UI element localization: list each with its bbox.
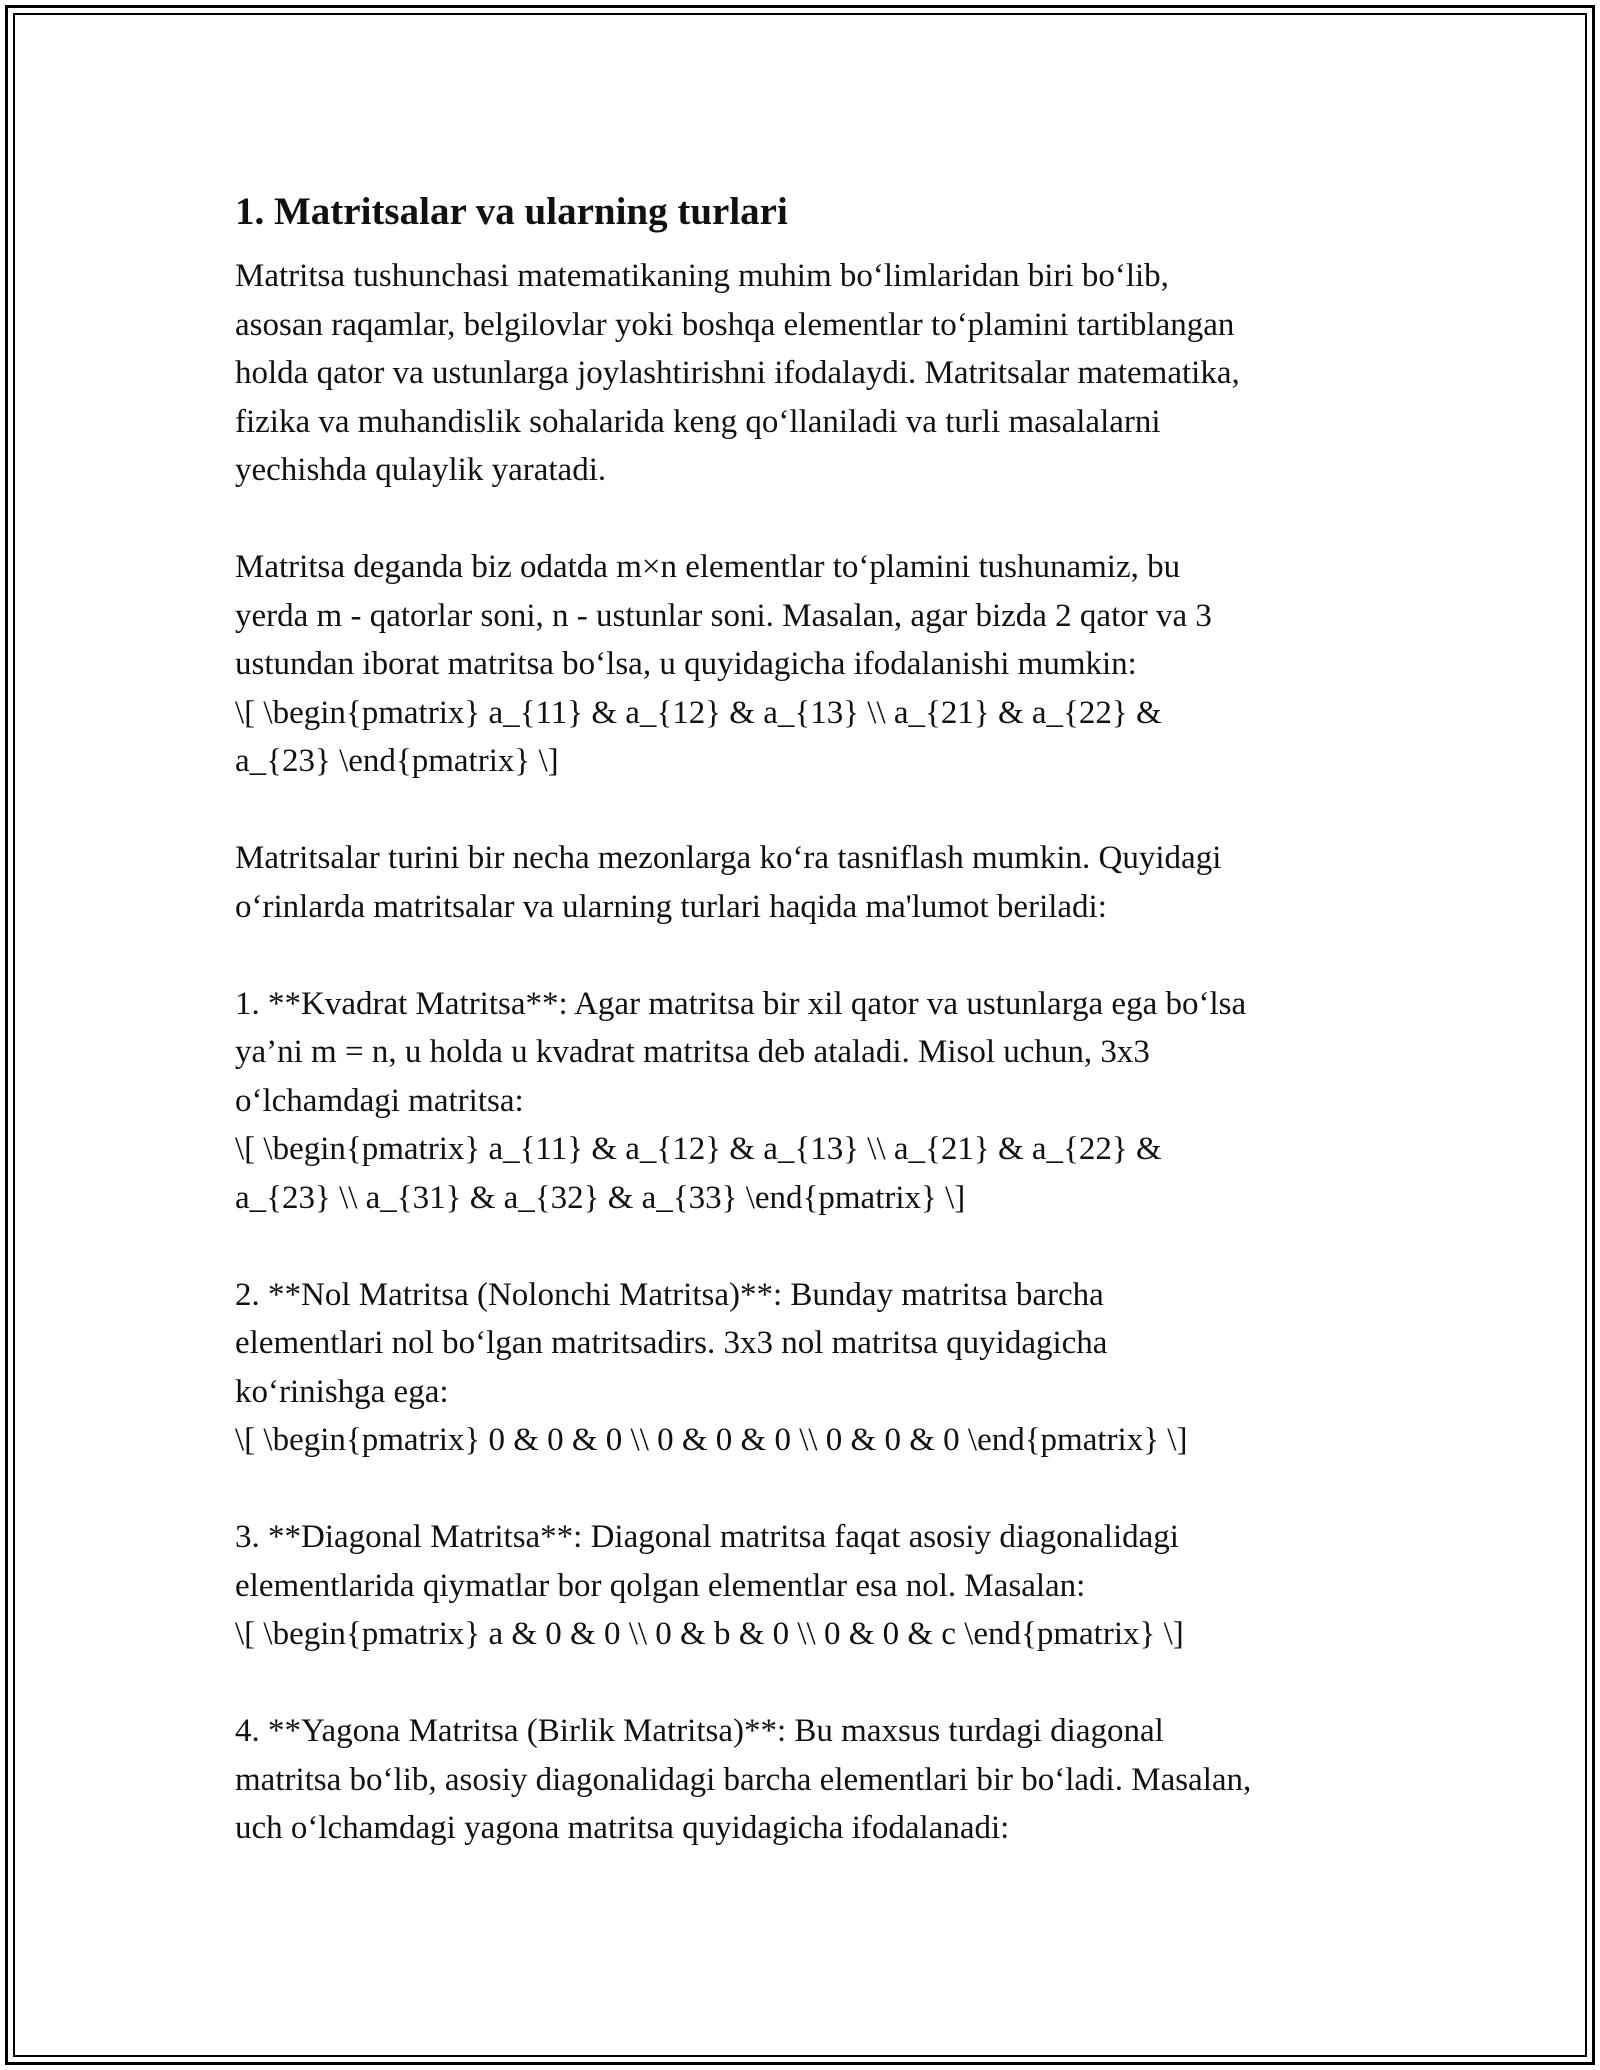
paragraph-intro: Matritsa tushunchasi matematikaning muhim bo‘limlaridan biri bo‘lib, asosan raqamlar, belgilovlar yoki boshqa elementlar to‘plamini tartiblangan holda qator va ustunlarga joylashtirishni ifodalaydi. Matritsalar matematika, fizika va muhandislik sohalarida keng qo‘llaniladi va turli masalalarni yechishda qulaylik yaratadi. (235, 258, 1240, 488)
paragraph-identity-matrix: 4. **Yagona Matritsa (Birlik Matritsa)**: Bu maxsus turdagi diagonal matritsa bo‘lib, asosiy diagonalidagi barcha elementlari bir bo‘ladi. Masalan, uch o‘lchamdagi yagona matritsa quyidagicha ifodalanadi: (235, 1713, 1252, 1846)
paragraph-zero-matrix: 2. **Nol Matritsa (Nolonchi Matritsa)**: Bunday matritsa barcha elementlari nol bo‘lgan matritsadirs. 3x3 nol matritsa quyidagicha ko‘rinishga ega: \[ \begin{pmatrix} 0 & 0 & 0 \\ 0 & 0 & 0 \\ 0 & 0 & 0 \end{pmatrix} \] (235, 1276, 1188, 1458)
section-heading: 1. Matritsalar va ularning turlari (235, 190, 788, 233)
paragraph-diagonal-matrix: 3. **Diagonal Matritsa**: Diagonal matritsa faqat asosiy diagonalidagi elementlarida qiymatlar bor qolgan elementlar esa nol. Masalan: \[ \begin{pmatrix} a & 0 & 0 \\ 0 & b & 0 \\ 0 & 0 & c \end{pmatrix} \] (235, 1519, 1184, 1652)
paragraph-definition: Matritsa deganda biz odatda m×n elementlar to‘plamini tushunamiz, bu yerda m - qatorlar soni, n - ustunlar soni. Masalan, agar bizda 2 qator va 3 ustundan iborat matritsa bo‘lsa, u quyidagicha ifodalanishi mumkin: \[ \begin{pmatrix} a_{11} & a_{12} & a_{13} \\ a_{21} & a_{22} & a_{23} \end{pmatrix} \] (235, 549, 1212, 779)
document-body (235, 182, 1385, 1853)
paragraph-square-matrix: 1. **Kvadrat Matritsa**: Agar matritsa bir xil qator va ustunlarga ega bo‘lsa ya’ni m = n, u holda u kvadrat matritsa deb ataladi. Misol uchun, 3x3 o‘lchamdagi matritsa: \[ \begin{pmatrix} a_{11} & a_{12} & a_{13} \\ a_{21} & a_{22} & a_{23} \\ a_{31} & a_{32} & a_{33} \end{pmatrix} \] (235, 985, 1247, 1216)
paragraph-classification: Matritsalar turini bir necha mezonlarga ko‘ra tasniflash mumkin. Quyidagi o‘rinlarda matritsalar va ularning turlari haqida ma'lumot beriladi: (235, 840, 1222, 925)
